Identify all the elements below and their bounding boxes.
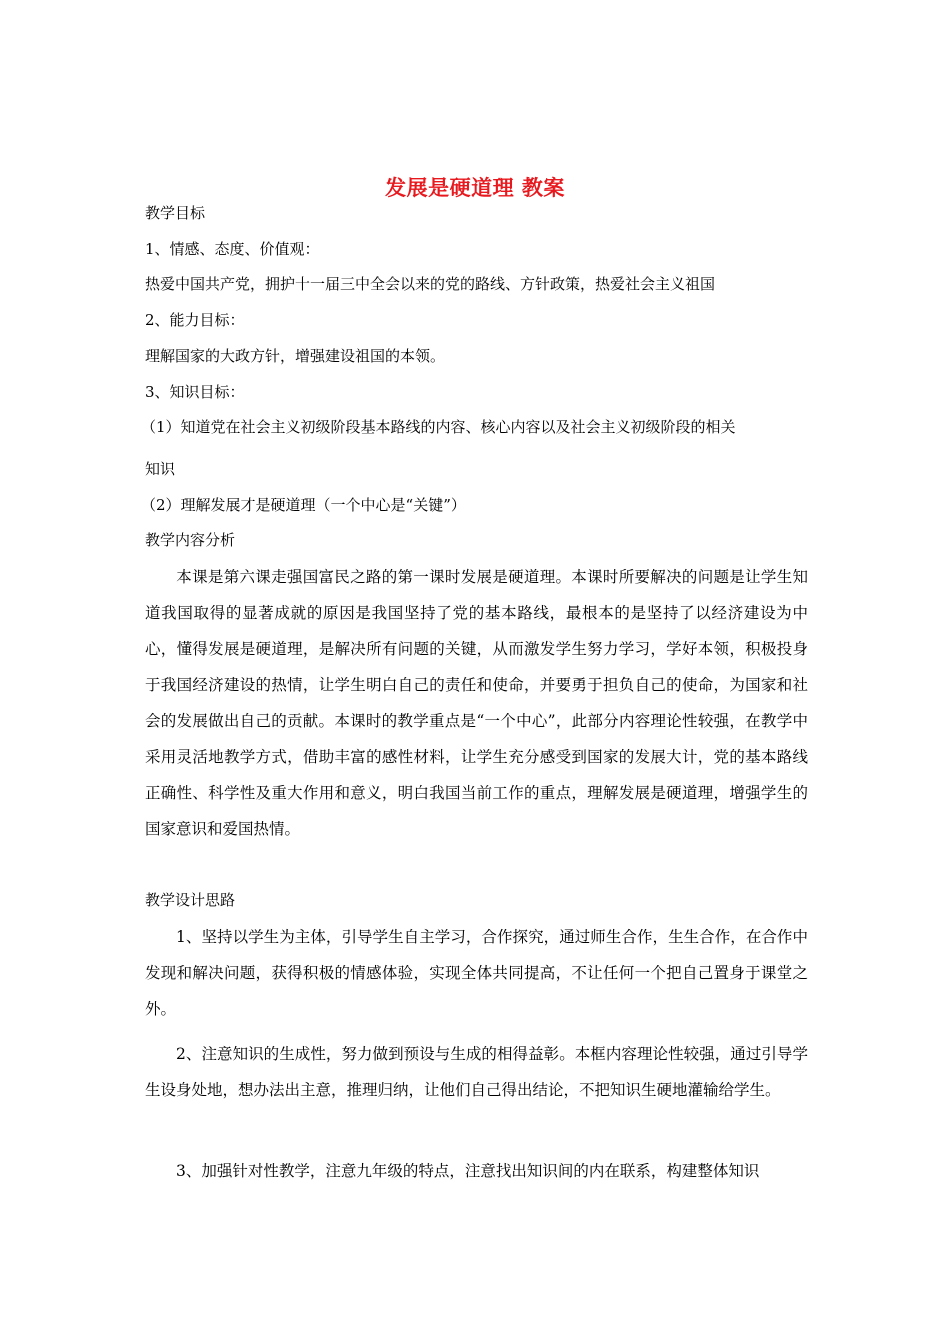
design-paragraph-2 <box>145 1036 808 1108</box>
goal2-text: 理解国家的大政方针，增强建设祖国的本领。 <box>145 347 446 365</box>
heading-teaching-goals: 教学目标 <box>145 204 206 222</box>
goal3-item1-line1: （1）知道党在社会主义初级阶段基本路线的内容、核心内容以及社会主义初级阶段的相关 <box>141 418 736 436</box>
design-paragraph-3 <box>145 1153 808 1189</box>
design3-text: 3、加强针对性教学，注意九年级的特点，注意找出知识间的内在联系，构建整体知识 <box>176 1162 760 1180</box>
heading-content-analysis: 教学内容分析 <box>145 531 236 549</box>
analysis-paragraph <box>145 559 808 847</box>
goal1-heading: 1、情感、态度、价值观： <box>145 240 320 258</box>
analysis-text: 本课是第六课走强国富民之路的第一课时发展是硬道理。本课时所要解决的问题是让学生知道我国取得的显著成就的原因是我国坚持了党的基本路线，最根本的是坚持了以经济建设为中心，懂得发展是硬道理，是解决所有问题的关键，从而激发学生努力学习，学好本领，积极投身于我国经济建设的热情，让学生明白自己的责任和使命，并要勇于担负自己的使命，为国家和社会的发展做出自己的贡献。本课时的教学重点是“一个中心”，此部分内容理论性较强，在教学中采用灵活地教学方式，借助丰富的感性材料，让学生充分感受到国家的发展大计，党的基本路线正确性、科学性及重大作用和意义，明白我国当前工作的重点，理解发展是硬道理，增强学生的国家意识和爱国热情。 <box>145 568 808 838</box>
goal3-heading: 3、知识目标： <box>145 383 245 401</box>
heading-design-ideas: 教学设计思路 <box>145 891 236 909</box>
design2-text: 2、注意知识的生成性，努力做到预设与生成的相得益彰。本框内容理论性较强，通过引导学生设身处地，想办法出主意，推理归纳，让他们自己得出结论，不把知识生硬地灌输给学生。 <box>145 1045 808 1099</box>
design-paragraph-1 <box>145 919 808 1027</box>
goal3-item2: （2）理解发展才是硬道理（一个中心是“关键”） <box>141 496 466 514</box>
document-title: 发展是硬道理 教案 <box>385 176 565 200</box>
goal2-heading: 2、能力目标： <box>145 311 245 329</box>
goal1-text: 热爱中国共产党，拥护十一届三中全会以来的党的路线、方针政策，热爱社会主义祖国 <box>145 275 716 293</box>
design1-text: 1、坚持以学生为主体，引导学生自主学习，合作探究，通过师生合作，生生合作，在合作中发现和解决问题，获得积极的情感体验，实现全体共同提高，不让任何一个把自己置身于课堂之外。 <box>145 928 808 1018</box>
goal3-item1-line2: 知识 <box>145 460 176 478</box>
